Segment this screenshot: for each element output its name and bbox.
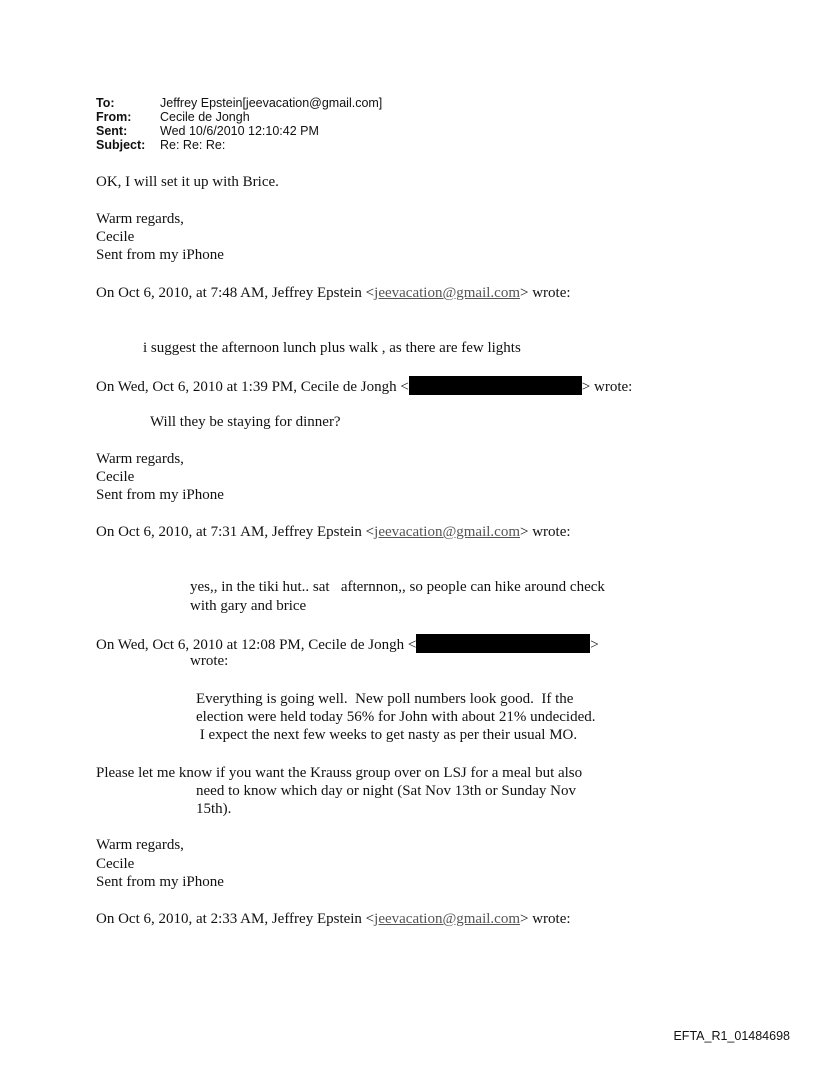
quote-header-text: > wrote:: [581, 379, 633, 395]
redaction-block: [409, 376, 582, 395]
to-label: To:: [96, 96, 115, 110]
email-header: [96, 96, 382, 152]
from-value: Cecile de Jongh: [160, 110, 250, 124]
message-line: Everything is going well. New poll numbers look good. If the: [196, 691, 574, 707]
subject-label: Subject:: [96, 138, 146, 152]
signature-line: Cecile: [96, 229, 135, 245]
quote-header-text: On Oct 6, 2010, at 2:33 AM, Jeffrey Epstein <: [96, 911, 375, 927]
quote-header-text: On Wed, Oct 6, 2010 at 1:39 PM, Cecile de Jongh <: [96, 379, 409, 395]
email-link[interactable]: jeevacation@gmail.com: [374, 524, 520, 540]
quote-header: [96, 634, 599, 654]
message-line: 15th).: [196, 801, 232, 817]
quote-header: [96, 284, 571, 302]
message-line: Will they be staying for dinner?: [150, 414, 341, 430]
sent-value: Wed 10/6/2010 12:10:42 PM: [160, 124, 319, 138]
signature-line: Warm regards,: [96, 451, 184, 467]
quote-header: [96, 523, 571, 541]
quote-header-text: wrote:: [190, 653, 229, 669]
email-link[interactable]: jeevacation@gmail.com: [374, 285, 520, 301]
signature-line: Sent from my iPhone: [96, 874, 224, 890]
redaction-block: [416, 634, 590, 653]
email-link[interactable]: jeevacation@gmail.com: [374, 911, 520, 927]
quote-header-text: >: [590, 637, 599, 653]
message-line: need to know which day or night (Sat Nov 13th or Sunday Nov: [196, 783, 576, 799]
sent-label: Sent:: [96, 124, 128, 138]
quote-header-text: On Oct 6, 2010, at 7:48 AM, Jeffrey Epstein <: [96, 285, 375, 301]
message-line: election were held today 56% for John with about 21% undecided.: [196, 709, 596, 725]
message-line: OK, I will set it up with Brice.: [96, 174, 279, 190]
message-line: with gary and brice: [190, 598, 307, 614]
message-line: yes,, in the tiki hut.. sat afternnon,, so people can hike around check: [190, 579, 605, 595]
signature-line: Sent from my iPhone: [96, 247, 224, 263]
document-id: EFTA_R1_01484698: [673, 1029, 790, 1043]
quote-header: [96, 376, 632, 396]
quote-header: [96, 910, 571, 928]
signature-line: Cecile: [96, 856, 135, 872]
signature-line: Warm regards,: [96, 837, 184, 853]
message-line: Please let me know if you want the Krauss group over on LSJ for a meal but also: [96, 765, 583, 781]
message-line: I expect the next few weeks to get nasty as per their usual MO.: [196, 727, 578, 743]
signature-line: Cecile: [96, 469, 135, 485]
quote-header-text: On Wed, Oct 6, 2010 at 12:08 PM, Cecile de Jongh <: [96, 637, 417, 653]
message-line: i suggest the afternoon lunch plus walk , as there are few lights: [143, 340, 521, 356]
from-label: From:: [96, 110, 132, 124]
signature-line: Warm regards,: [96, 211, 184, 227]
to-value: Jeffrey Epstein[jeevacation@gmail.com]: [160, 96, 383, 110]
quote-header-text: > wrote:: [520, 524, 571, 540]
subject-value: Re: Re: Re:: [160, 138, 226, 152]
quote-header-text: On Oct 6, 2010, at 7:31 AM, Jeffrey Epstein <: [96, 524, 375, 540]
quote-header-text: > wrote:: [520, 911, 571, 927]
quote-header-text: > wrote:: [520, 285, 571, 301]
signature-line: Sent from my iPhone: [96, 487, 224, 503]
